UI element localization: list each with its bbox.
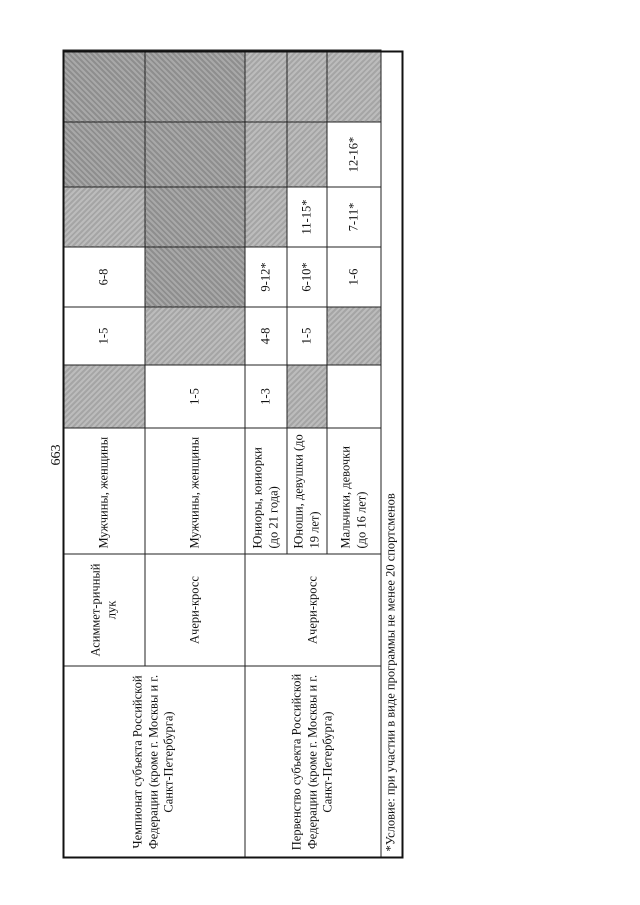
rank-cell [245,187,287,247]
qualification-table [63,50,382,859]
rank-cell: 6-8 [63,247,145,307]
group-cell: Мужчины, женщины [63,428,145,554]
group-cell: Юниоры, юниорки (до 21 года) [245,428,287,554]
competition-cell: Чемпионат субъекта Российской Федерации (кроме г. Москвы и г. Санкт-Петербурга) [63,666,245,858]
rank-cell [63,187,145,247]
discipline-cell: Асиммет-ричный лук [63,554,145,666]
rank-cell [287,122,327,187]
rank-cell [327,365,381,428]
rank-cell [145,247,245,307]
rank-cell: 4-8 [245,307,287,365]
rank-cell: 1-5 [287,307,327,365]
rank-cell: 1-3 [245,365,287,428]
rank-cell [287,365,327,428]
rank-cell: 1-5 [63,307,145,365]
rank-cell: 1-6 [327,247,381,307]
rank-cell [63,50,145,122]
footnote: *Условие: при участии в виде программы не менее 20 спортсменов [381,51,403,859]
rank-cell: 7-11* [327,187,381,247]
rank-cell [145,50,245,122]
rank-cell [145,122,245,187]
table-row [245,50,287,858]
rank-cell [245,50,287,122]
rank-cell: 12-16* [327,122,381,187]
rotated-table-container [63,51,404,859]
competition-cell: Первенство субъекта Российской Федерации (кроме г. Москвы и г. Санкт-Петербурга) [245,666,381,858]
discipline-cell: Ачери-кросс [245,554,381,666]
group-cell: Мужчины, женщины [145,428,245,554]
group-cell: Юноши, девушки (до 19 лет) [287,428,327,554]
rank-cell [145,307,245,365]
rank-cell [63,365,145,428]
group-cell: Мальчики, девочки (до 16 лет) [327,428,381,554]
rank-cell [327,307,381,365]
rank-cell [245,122,287,187]
rank-cell: 9-12* [245,247,287,307]
rank-cell: 1-5 [145,365,245,428]
rank-cell [63,122,145,187]
table-row [63,50,145,858]
rank-cell [145,187,245,247]
discipline-cell: Ачери-кросс [145,554,245,666]
rank-cell [327,50,381,122]
rank-cell: 6-10* [287,247,327,307]
rank-cell [287,50,327,122]
rank-cell: 11-15* [287,187,327,247]
page-number: 663 [49,444,64,466]
